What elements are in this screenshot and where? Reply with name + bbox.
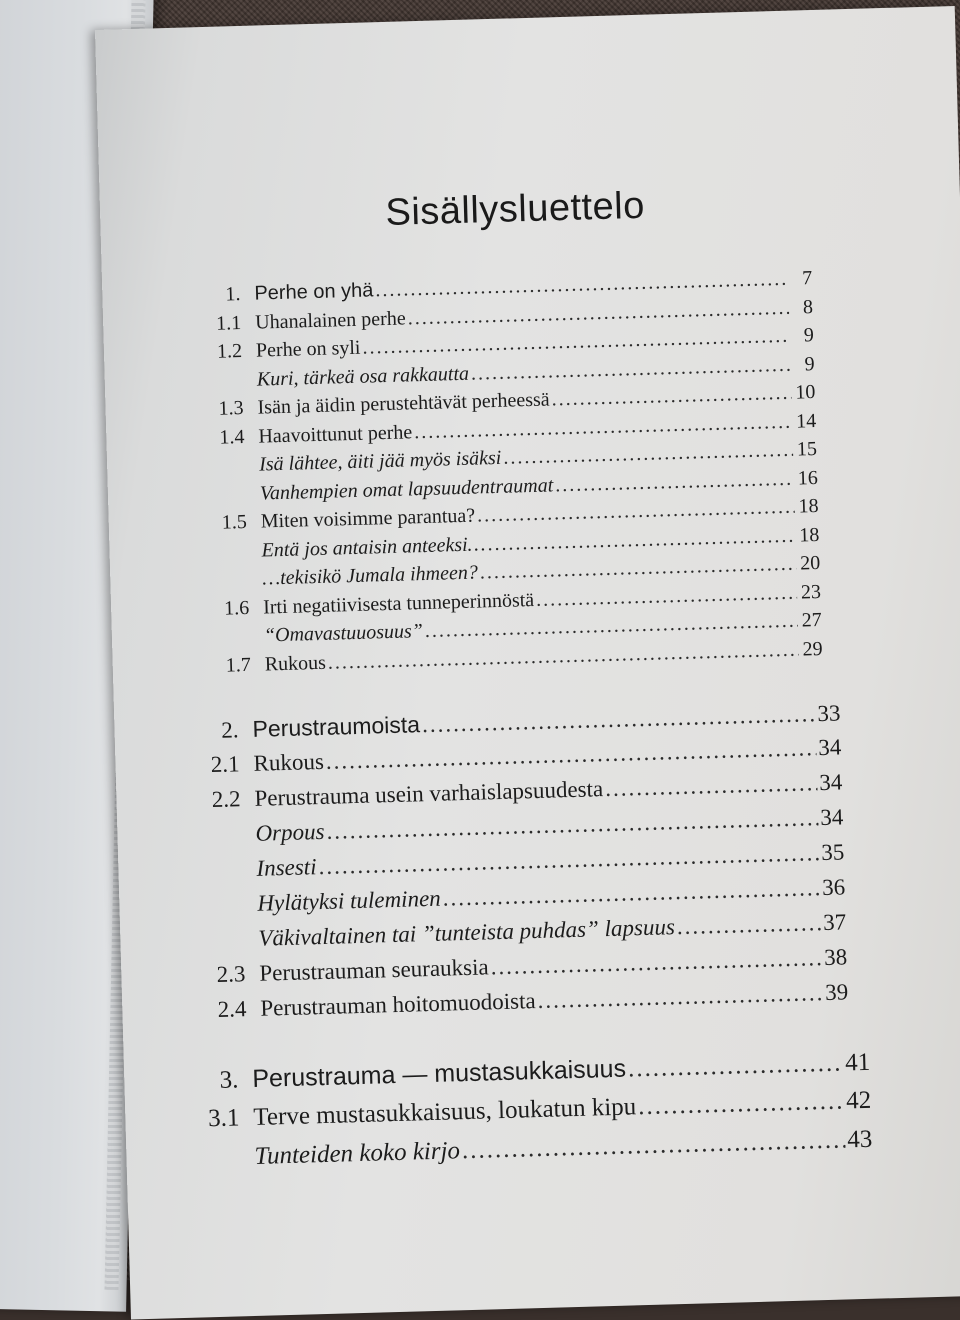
toc-entry-title: Rukous [264, 651, 327, 676]
toc-entry-page-number: 43 [846, 1125, 873, 1154]
table-of-contents [190, 180, 873, 1183]
toc-section-3 [190, 1048, 873, 1184]
dot-leader [605, 770, 818, 802]
toc-entry-number: 2.2 [211, 786, 241, 813]
toc-entry-page-number: 41 [844, 1048, 871, 1077]
toc-entry-number: 2.4 [217, 996, 247, 1022]
toc-entry-title: Insesti [256, 854, 317, 881]
toc-entry-number: 1.3 [218, 397, 244, 420]
toc-entry-title: Perhe on yhä [254, 279, 374, 305]
toc-entry-page-number: 42 [845, 1086, 872, 1115]
page-title: Sisällysluettelo [384, 184, 646, 234]
toc-entry-page-number: 34 [818, 769, 843, 796]
toc-entry-page-number: 8 [802, 295, 814, 318]
toc-entry-page-number: 23 [800, 580, 822, 604]
book-page [95, 6, 960, 1320]
toc-entry-number: 2. [221, 717, 239, 743]
toc-entry-number [198, 499, 260, 501]
toc-entry-number: 3. [219, 1066, 239, 1094]
toc-entry-page-number: 14 [795, 409, 817, 433]
toc-entry-page-number: 10 [795, 381, 816, 404]
toc-entry-number: 1.5 [221, 510, 248, 534]
toc-entry-number [195, 385, 257, 387]
toc-entry-title: Perustrauma usein varhaislapsuudesta [254, 776, 604, 811]
toc-entry-number [201, 585, 263, 587]
toc-entry-page-number: 29 [802, 637, 823, 660]
toc-entry-page-number: 16 [797, 466, 819, 490]
toc-entry-page-number: 33 [817, 700, 841, 727]
toc-entry-number: 1.7 [225, 653, 252, 677]
toc-entry-number: 1. [225, 283, 241, 306]
toc-entry-number [196, 911, 258, 913]
toc-entry-title: Vanhempien omat lapsuudentraumat [259, 473, 554, 505]
dot-leader [676, 910, 821, 940]
toc-entry-number [197, 946, 259, 948]
toc-entry-page-number: 15 [796, 438, 818, 461]
toc-entry-page-number: 38 [823, 944, 848, 970]
toc-entry-title: Isä lähtee, äiti jää myös isäksi [258, 446, 502, 476]
toc-entry-page-number: 20 [799, 551, 821, 575]
toc-entry-number: 1.2 [216, 340, 243, 363]
toc-entry-page-number: 18 [799, 523, 820, 547]
toc-entry-page-number: 37 [822, 909, 847, 936]
toc-entry-title: Hylätyksi tuleminen [257, 885, 442, 916]
toc-entry-page-number: 35 [820, 839, 845, 866]
toc-entry-title: …tekisikö Jumala ihmeen? [262, 561, 479, 590]
toc-entry-page-number: 27 [801, 608, 823, 632]
toc-entry-number: 2.3 [216, 961, 246, 987]
toc-entry-title: Kuri, tärkeä osa rakkautta [256, 362, 470, 391]
toc-entry-page-number: 7 [801, 267, 813, 290]
toc-entry-title: Entä jos antaisin anteeksi… [261, 532, 486, 562]
toc-entry-page-number: 34 [819, 804, 844, 831]
dot-leader [638, 1088, 845, 1122]
toc-entry-title: Tunteiden koko kirjo [254, 1137, 461, 1170]
toc-entry-number [200, 556, 262, 558]
toc-entry-title: Miten voisimme parantua? [260, 504, 476, 533]
toc-entry-title: Irti negatiivisesta tunneperinnöstä [262, 588, 535, 619]
toc-entry-number: 1.4 [219, 425, 245, 449]
toc-entry-page-number: 36 [821, 874, 846, 901]
toc-entry-number [202, 642, 264, 644]
toc-entry-title: Perhe on syli [255, 336, 361, 362]
toc-section-1 [192, 267, 823, 683]
dot-leader [422, 701, 816, 738]
toc-entry-title: Orpous [255, 818, 325, 846]
toc-entry-title: Perustrauman hoitomuodoista [260, 988, 536, 1021]
toc-entry-page-number: 18 [798, 494, 819, 518]
toc-entry-page-number: 39 [824, 979, 849, 1005]
toc-section-2 [190, 699, 849, 1032]
toc-entry-title: Rukous [253, 748, 325, 776]
toc-entry-title: “Omavastuuosuus” [263, 620, 424, 647]
toc-entry-page-number: 9 [804, 352, 815, 375]
toc-entry-number: 2.1 [210, 751, 240, 778]
toc-entry-title: Uhanalainen perhe [254, 306, 406, 334]
toc-entry-number [195, 876, 257, 878]
toc-entry-number: 3.1 [207, 1104, 240, 1133]
toc-entry-page-number: 9 [803, 324, 815, 347]
toc-entry-number: 1.1 [215, 311, 242, 335]
toc-entry-number [197, 471, 259, 473]
toc-entry-number [194, 841, 256, 843]
toc-entry-title: Perustrauma — mustasukkaisuus [251, 1054, 627, 1094]
toc-entry-page-number: 34 [817, 734, 842, 761]
toc-entry-title: Perustrauman seurauksia [259, 954, 489, 986]
toc-entry-title: Terve mustasukkaisuus, loukatun kipu [253, 1093, 637, 1131]
toc-entry-title: Perustraumoista [252, 711, 421, 742]
dot-leader [628, 1050, 844, 1084]
toc-entry-number: 1.6 [223, 596, 250, 620]
toc-entry-title: Haavoittunut perhe [258, 420, 413, 448]
toc-entry-number [193, 1164, 255, 1166]
toc-entry-title: Isän ja äidin perustehtävät perheessä [257, 388, 550, 419]
toc-entry-title: Väkivaltainen tai ”tunteista puhdas” lapsuus [258, 914, 676, 951]
